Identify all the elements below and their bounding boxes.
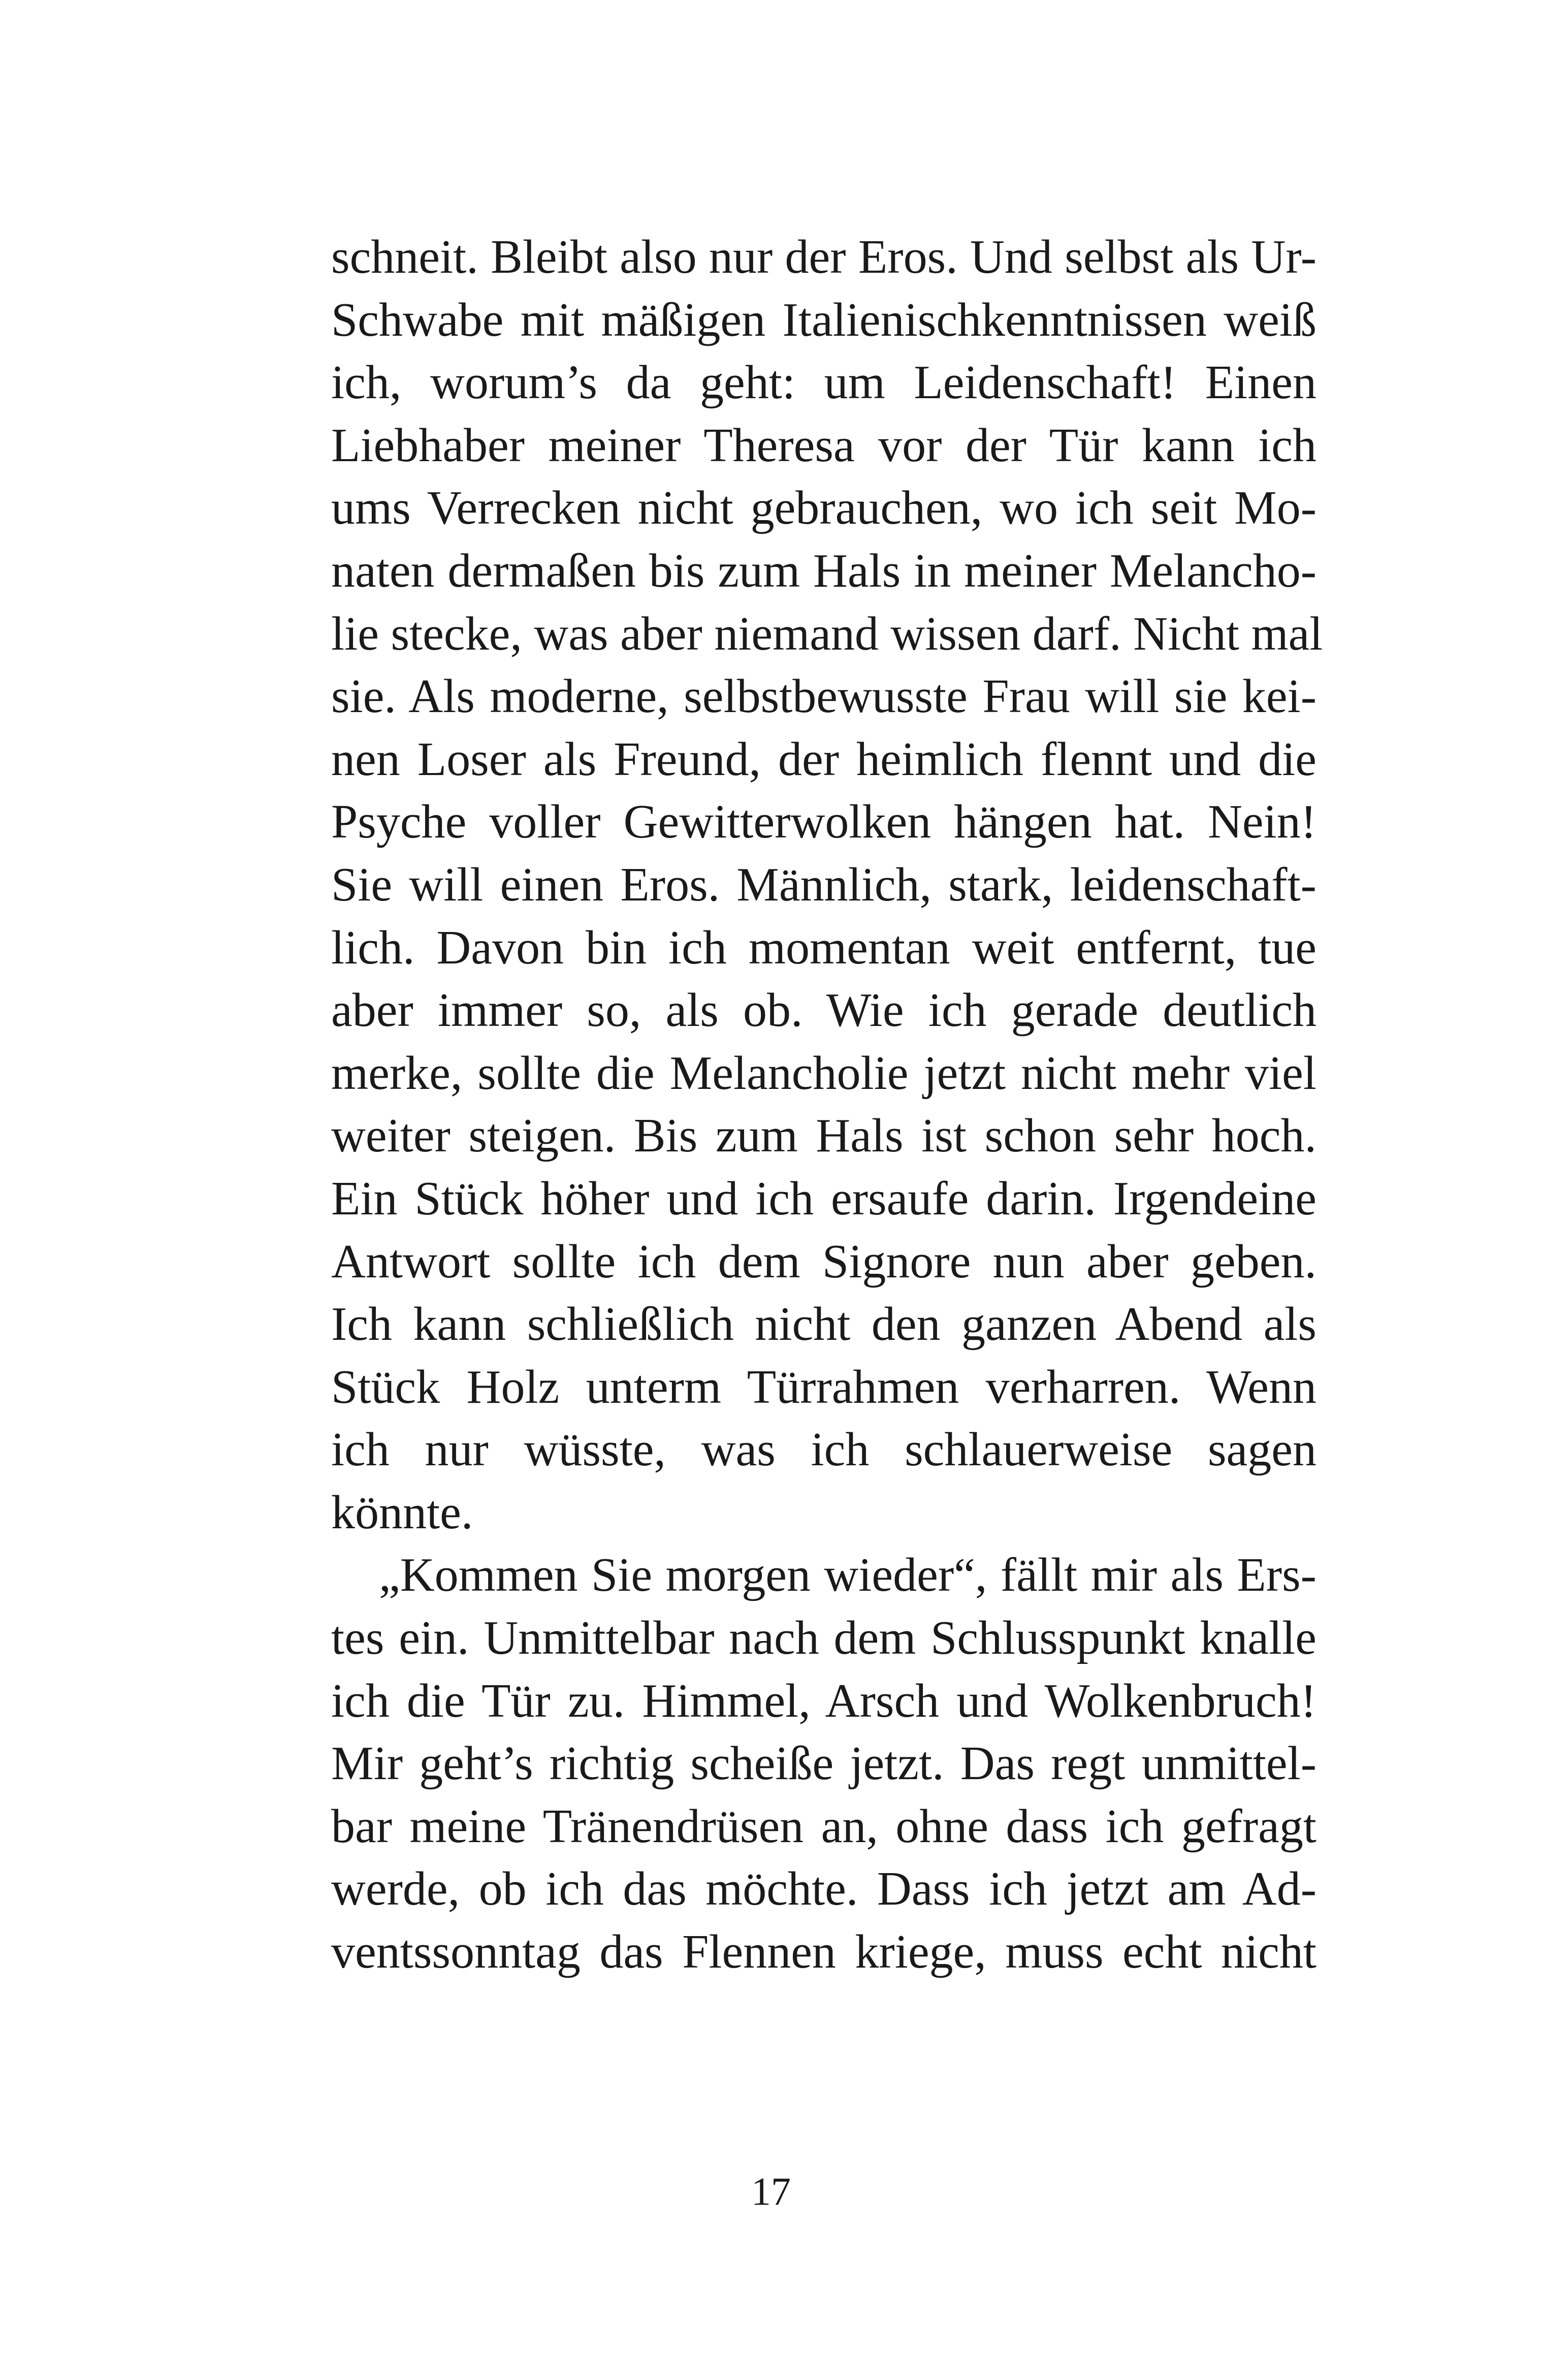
text-line: bar meine Tränendrüsen an, ohne dass ich gefragt [331, 1799, 1316, 1853]
text-line: Ein Stück höher und ich ersaufe darin. Irgendeine [331, 1172, 1316, 1225]
text-line: Sie will einen Eros. Männlich, stark, leidenschaft- [331, 858, 1316, 911]
text-line: sie. Als moderne, selbstbewusste Frau will sie kei- [331, 670, 1316, 723]
page-number: 17 [751, 2169, 791, 2213]
text-line: ventssonntag das Flennen kriege, muss echt nicht [331, 1925, 1316, 1979]
body-text [331, 226, 1323, 1984]
text-line-paragraph-end: könnte. [331, 1486, 473, 1539]
text-line: nen Loser als Freund, der heimlich flennt und die [331, 732, 1316, 786]
text-line: Antwort sollte ich dem Signore nun aber geben. [331, 1235, 1316, 1288]
text-line: Ich kann schließlich nicht den ganzen Abend als [331, 1298, 1316, 1351]
text-line: ich, worum’s da geht: um Leidenschaft! Einen [331, 356, 1316, 409]
text-line: tes ein. Unmittelbar nach dem Schlusspunkt knalle [331, 1612, 1316, 1665]
text-line: lich. Davon bin ich momentan weit entfernt, tue [331, 921, 1316, 974]
text-line: werde, ob ich das möchte. Dass ich jetzt am Ad- [331, 1862, 1316, 1916]
text-line: weiter steigen. Bis zum Hals ist schon sehr hoch. [331, 1109, 1316, 1163]
text-line: Mir geht’s richtig scheiße jetzt. Das regt unmittel- [331, 1737, 1316, 1790]
text-line: naten dermaßen bis zum Hals in meiner Melancho- [331, 544, 1316, 597]
text-line: merke, sollte die Melancholie jetzt nicht mehr viel [331, 1046, 1316, 1100]
text-line: ich nur wüsste, was ich schlauerweise sagen [331, 1423, 1316, 1476]
text-line: schneit. Bleibt also nur der Eros. Und selbst als Ur- [331, 231, 1316, 283]
text-line: lie stecke, was aber niemand wissen darf. Nicht mal [331, 607, 1323, 660]
text-line: ich die Tür zu. Himmel, Arsch und Wolkenbruch! [331, 1674, 1316, 1727]
text-line: Stück Holz unterm Türrahmen verharren. Wenn [331, 1360, 1316, 1413]
text-line: Schwabe mit mäßigen Italienischkenntnissen weiß [331, 293, 1316, 346]
text-line-paragraph-start: „Kommen Sie morgen wieder“, fällt mir als Ers- [379, 1549, 1316, 1602]
text-line: Liebhaber meiner Theresa vor der Tür kann ich [331, 419, 1316, 472]
text-line: aber immer so, als ob. Wie ich gerade deutlich [331, 984, 1316, 1037]
text-line: ums Verrecken nicht gebrauchen, wo ich seit Mo- [331, 481, 1316, 535]
text-line: Psyche voller Gewitterwolken hängen hat. Nein! [331, 795, 1316, 849]
